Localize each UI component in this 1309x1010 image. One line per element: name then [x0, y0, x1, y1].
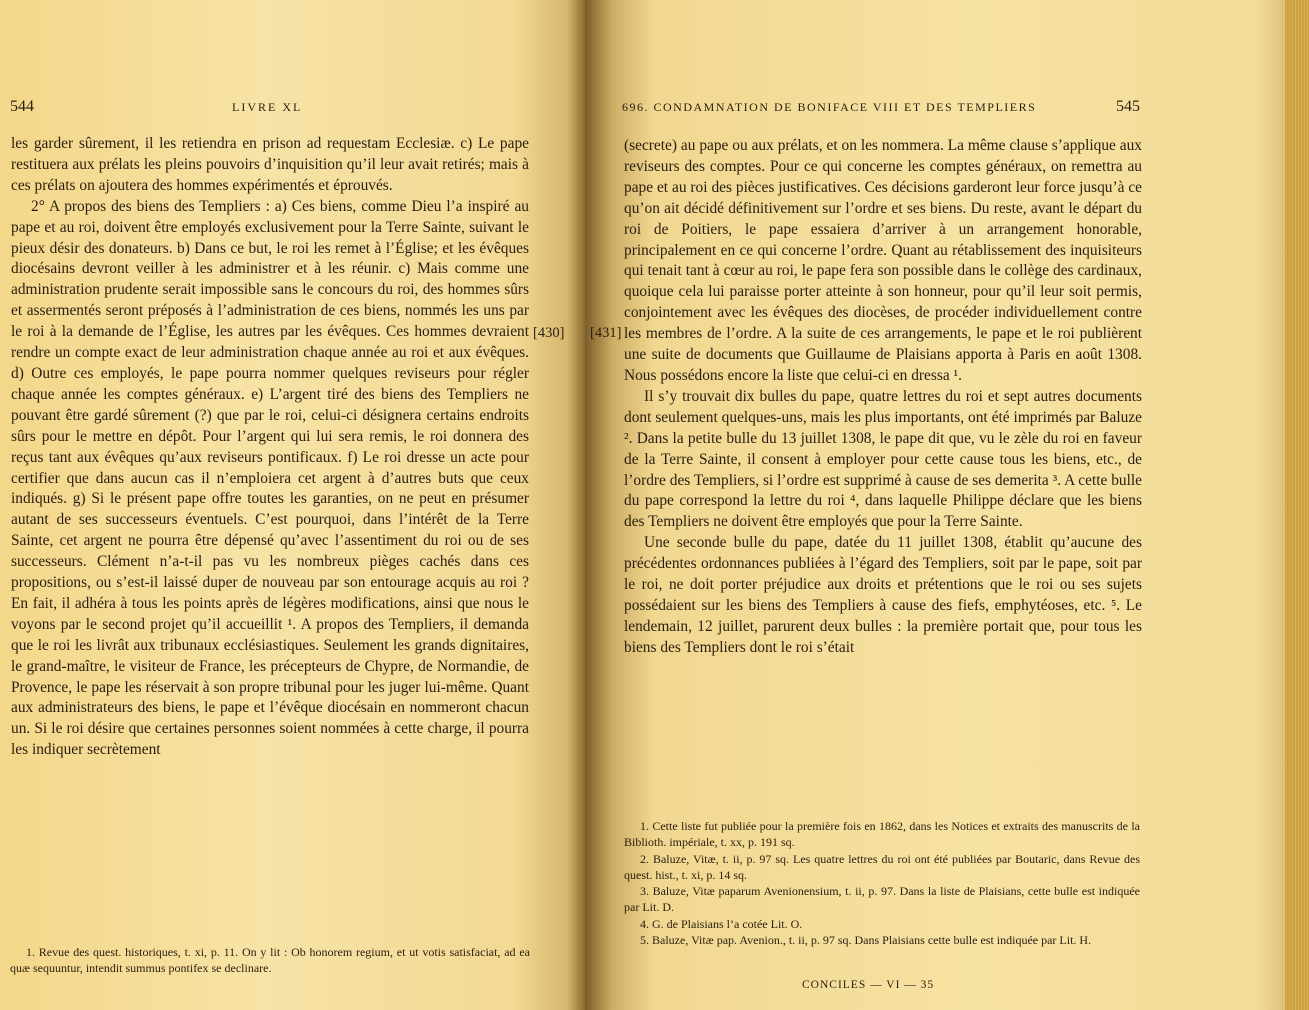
right-margin-marker: [431]	[590, 325, 622, 341]
left-paragraph-1: les garder sûrement, il les retiendra en prison ad requestam Ecclesiæ. c) Le pape restituera aux prélats les pleins pouvoirs d’inquisition qu’il leur avait retirés; mais à ces prélats on ajoutera des hommes expérimentés et éprouvés.	[11, 135, 529, 194]
left-footnotes	[10, 944, 530, 977]
left-paragraph-2: 2° A propos des biens des Templiers : a) Ces biens, comme Dieu l’a inspiré au pape et au roi, doivent être employés exclusivement pour la Terre Sainte, suivant le pieux désir des donateurs. b) Dans ce but, le roi les remet à l’Église; et les évêques diocésains devront veiller à les administrer et à les réunir. c) Mais comme une administration prudente serait impossible sans le concours du roi, des hommes sûrs et assermentés seront préposés à l’administration de ces biens, nommés les uns par le roi à la demande de l’Église, les autres par les évêques. Ces hommes devraient rendre un compte exact de leur administration chaque année au roi et aux évêques. d) Outre ces employés, le pape pourra nommer quelques reviseurs pour régler chaque année les comptes généraux. e) L’argent tiré des biens des Templiers ne pouvant être gardé sûrement (?) que par le roi, celui-ci désignera certains endroits sûrs pour le mettre en dépôt. Pour l’argent qui lui sera remis, le roi donnera des reçus tant aux évêques qu’aux reviseurs pontificaux. f) Le roi dresse un acte pour certifier que dans aucun cas il n’emploiera cet argent à d’autres buts que ceux indiqués. g) Si le présent pape offre toutes les garanties, on ne peut en présumer autant de ses successeurs éventuels. C’est pourquoi, dans l’intérêt de la Terre Sainte, cet argent ne pourra être dépensé qu’avec l’assentiment du roi ou de ses successeurs. Clément n’a-t-il pas vu les nombreux pièges cachés dans ces propositions, ou s’est-il laissé duper de nouveau par son entourage acquis au roi ? En fait, il adhéra à tous les points après de légères modifications, ainsi que nous le voyons par le second projet qu’il accueillit ¹. A propos des Templiers, il demanda que le roi les livrât aux tribunaux ecclésiastiques. Seulement les grands dignitaires, le grand-maître, le visiteur de France, les précepteurs de Chypre, de Normandie, de Provence, le pape les réservait à son propre tribunal pour les juger lui-même. Quant aux administrateurs des biens, le pape et l’évêque diocésain en nommeront chacun un. Si le roi désire que certaines personnes soient nommées à cette charge, il pourra les indiquer secrètement	[11, 197, 529, 759]
right-paragraph-3: Une seconde bulle du pape, datée du 11 juillet 1308, établit qu’aucune des précédentes ordonnances publiées à l’égard des Templiers, soit par le pape, soit par le roi, ne doit porter préjudice aux droits et prétentions que le roi ou ses sujets possédaient sur les biens des Templiers à cause des fiefs, emphytéoses, etc. ⁵. Le lendemain, 12 juillet, parurent deux bulles : la première portait que, pour tous les biens des Templiers dont le roi s’était	[624, 534, 1142, 656]
left-margin-marker: [430]	[533, 325, 565, 341]
right-footnote-2: 2. Baluze, Vitæ, t. ii, p. 97 sq. Les quatre lettres du roi ont été publiées par Boutaric, dans Revue des quest. hist., t. xi, p. 14 sq.	[624, 851, 1140, 882]
left-page-number: 544	[10, 98, 34, 115]
right-page-header	[622, 98, 1140, 120]
left-footnote-1: 1. Revue des quest. historiques, t. xi, p. 11. On y lit : Ob honorem regium, et ut votis satisfaciat, ad ea quæ sequuntur, intendit summus pontifex se declinare.	[10, 945, 530, 976]
right-running-title: 696. CONDAMNATION DE BONIFACE VIII ET DES TEMPLIERS	[622, 100, 1037, 114]
right-paragraph-1: (secrete) au pape ou aux prélats, et on les nommera. La même clause s’applique aux reviseurs des comptes. Pour ce qui concerne les comptes généraux, on remettra au pape et au roi des pièces justificatives. Ces décisions garderont leur force jusqu’à ce qu’on ait décidé définitivement sur l’ordre et ses biens. Du reste, avant le départ du roi de Poitiers, le pape essaiera d’arriver à un arrangement honorable, principalement en ce qui concerne l’ordre. Quant au rétablissement des inquisiteurs qui tenait tant à cœur au roi, le pape fera son possible dans le collège des cardinaux, quoique cela lui paraisse porter atteinte à son honneur, pour qu’il leur soit permis, conjointement avec les évêques des diocèses, de procéder individuellement contre les membres de l’ordre. A la suite de ces arrangements, le pape et le roi publièrent une suite de documents que Guillaume de Plaisians apporta à Paris en août 1308. Nous possédons encore la liste que celui-ci en dressa ¹.	[624, 137, 1142, 384]
right-page-number: 545	[1116, 98, 1140, 115]
right-footnotes	[624, 818, 1140, 948]
page-edge	[1285, 0, 1309, 1010]
right-footnote-4: 4. G. de Plaisians l’a cotée Lit. O.	[640, 916, 803, 931]
right-paragraph-2: Il s’y trouvait dix bulles du pape, quatre lettres du roi et sept autres documents dont seulement quelques-uns, mais les plus importants, ont été imprimés par Baluze ². Dans la petite bulle du 13 juillet 1308, le pape dit que, vu le zèle du roi en faveur de la Terre Sainte, il consent à employer pour cette cause tous les biens, etc., de l’ordre des Templiers, si l’ordre est supprimé à cause de ses demerita ³. A cette bulle du pape correspond la lettre du roi ⁴, dans laquelle Philippe déclare que les biens des Templiers ne doivent être employés que pour la Terre Sainte.	[624, 387, 1142, 531]
right-footnote-1: 1. Cette liste fut publiée pour la première fois en 1862, dans les Notices et extraits des manuscrits de la Biblioth. impériale, t. xx, p. 191 sq.	[624, 819, 1140, 850]
right-body-text	[624, 136, 1142, 659]
left-page-header	[10, 98, 528, 120]
printer-signature: CONCILES — VI — 35	[802, 979, 935, 991]
left-body-text	[11, 134, 529, 761]
right-footnote-3: 3. Baluze, Vitæ paparum Avenionensium, t. ii, p. 97. Dans la liste de Plaisians, cette bulle est indiquée par Lit. D.	[624, 884, 1140, 915]
left-running-title: LIVRE XL	[232, 100, 303, 114]
right-footnote-5: 5. Baluze, Vitæ pap. Avenion., t. ii, p. 97 sq. Dans Plaisians cette bulle est indiquée par Lit. H.	[640, 933, 1092, 948]
